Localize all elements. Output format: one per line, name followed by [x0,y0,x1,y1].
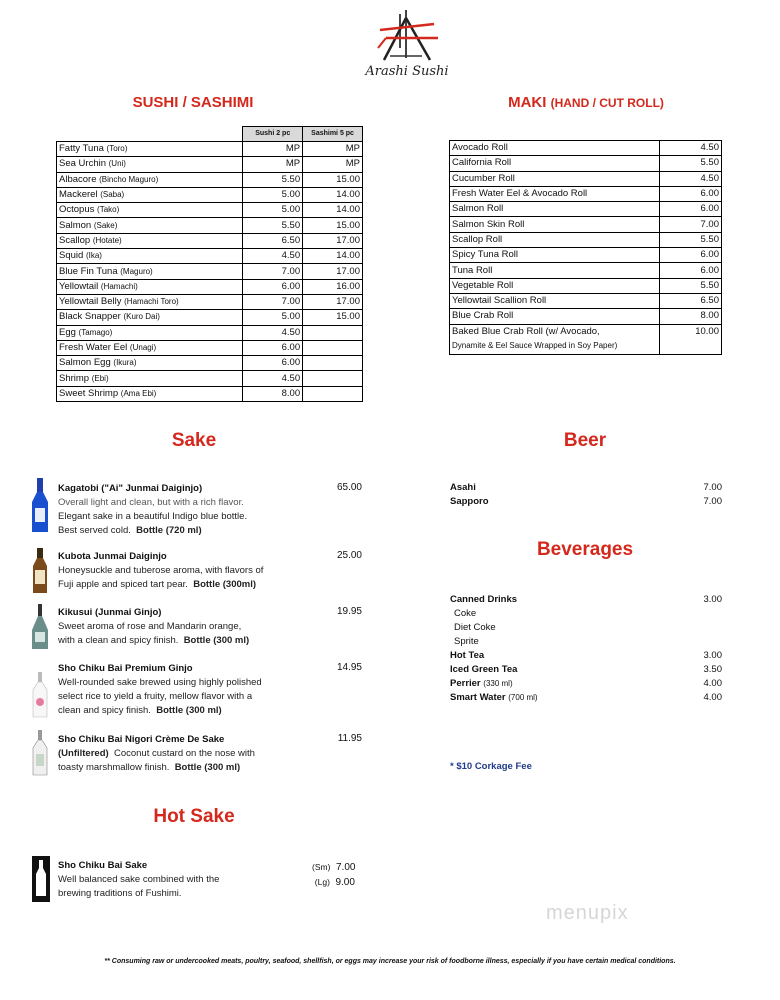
beverage-price: 4.00 [703,692,722,703]
hot-sake-price-lg: 9.00 [335,877,355,888]
beverage-name: Smart Water [450,692,506,703]
sushi-row [57,203,363,218]
sushi-item-name [57,386,243,401]
beverage-name: Canned Drinks [450,594,518,605]
hot-sake-size-lg: (Lg) [314,877,330,887]
sake-desc: Honeysuckle and tuberose aroma, with flavors of [58,565,264,576]
sushi-price: 6.00 [243,356,303,371]
sashimi-price: 16.00 [303,279,363,294]
sake-desc: Sweet aroma of rose and Mandarin orange, [58,621,242,632]
sushi-price: 6.00 [243,340,303,355]
sashimi-price: MP [303,142,363,157]
sushi-price: 4.50 [243,371,303,386]
maki-price: 4.50 [660,171,722,186]
sushi-table [56,126,363,402]
item-name: Octopus [59,204,95,216]
sushi-price: MP [243,142,303,157]
maki-row [450,202,722,217]
sushi-row [57,325,363,340]
brand-name: Arashi Sushi [365,64,449,79]
sake-item [58,606,368,648]
corkage-fee-note: * $10 Corkage Fee [450,761,532,772]
maki-item-name: Salmon Skin Roll [450,217,660,232]
sashimi-price: 17.00 [303,264,363,279]
item-name: Squid [59,250,84,262]
item-japanese-name: (Hamachi Toro) [124,297,179,307]
item-japanese-name: (Sake) [93,220,118,230]
sushi-row [57,172,363,187]
sashimi-price: 17.00 [303,233,363,248]
food-safety-disclaimer: ** Consuming raw or undercooked meats, poultry, seafood, shellfish, or eggs may increase your risk of foodborne illness, especially if you have certain medical conditions. [104,958,676,965]
sashimi-price [303,386,363,401]
watermark: menupix [546,902,629,924]
maki-price: 5.50 [660,278,722,293]
maki-price: 7.00 [660,217,722,232]
sake-desc: Best served cold. [58,525,131,536]
beverage-name: Hot Tea [450,650,485,661]
item-name: Salmon [59,219,92,231]
sushi-item-name [57,172,243,187]
sushi-row [57,187,363,202]
sushi-col-header: Sushi 2 pc [243,127,303,142]
beverage-note: (700 ml) [508,693,538,702]
sake-item [58,733,368,775]
item-japanese-name: (Hotate) [92,235,122,245]
sake-desc: select rice to yield a fruity, mellow flavor with a [58,691,253,702]
item-japanese-name: (Unagi) [129,343,157,352]
sake-name: Kagatobi ("Ai" Junmai Daiginjo) [58,483,203,494]
sushi-item-name [57,233,243,248]
sushi-item-name [57,203,243,218]
maki-item-name: Cucumber Roll [450,171,660,186]
sushi-row [57,218,363,233]
maki-price: 10.00 [660,324,722,354]
sake-bottle-size: Bottle (300 ml) [174,762,241,773]
beverage-subitem [450,621,722,635]
maki-item-name: California Roll [450,156,660,171]
sake-name: Sho Chiku Bai Premium Ginjo [58,663,193,674]
maki-row [450,293,722,308]
maki-subtitle: (HAND / CUT ROLL) [550,96,664,110]
maki-row [450,217,722,232]
item-japanese-name: (Ikura) [113,358,137,368]
maki-item-name: Scallop Roll [450,232,660,247]
item-name: Scallop [59,234,91,246]
beer-item [450,481,722,495]
sushi-price: 5.00 [243,187,303,202]
item-japanese-name: (Maguro) [120,266,153,276]
maki-row [450,278,722,293]
sushi-price: 4.50 [243,325,303,340]
sushi-price: 7.00 [243,264,303,279]
hot-sake-prices [312,860,355,890]
beverage-item [450,663,722,677]
sushi-row [57,157,363,172]
item-japanese-name: (Bincho Maguro) [99,174,159,184]
sushi-row [57,264,363,279]
sushi-item-name [57,371,243,386]
beverage-item [450,677,722,691]
sushi-item-name [57,356,243,371]
maki-item-name-line1: Baked Blue Crab Roll (w/ Avocado, [452,325,600,337]
sushi-item-name [57,249,243,264]
sake-price: 65.00 [336,482,362,493]
sushi-price: 5.00 [243,310,303,325]
item-name: Salmon Egg [59,357,111,369]
sushi-price: 4.50 [243,249,303,264]
beverage-subitem-name: Coke [454,608,477,619]
beverage-note: (330 ml) [483,679,513,688]
hot-sake-section-title: Hot Sake [153,806,235,827]
maki-price: 8.00 [660,309,722,324]
sushi-row [57,340,363,355]
beer-section-title: Beer [563,430,607,451]
maki-row [450,171,722,186]
sushi-row [57,386,363,401]
sushi-item-name [57,142,243,157]
sake-bottle-pink-icon [30,672,50,718]
item-japanese-name: (Ebi) [91,373,109,383]
maki-price: 6.00 [660,263,722,278]
sushi-item-name [57,187,243,202]
sake-name: Kikusui (Junmai Ginjo) [58,607,162,618]
maki-item-name: Blue Crab Roll [450,309,660,324]
item-japanese-name: (Saba) [100,190,125,200]
sushi-section-title: SUSHI / SASHIMI [132,94,254,111]
sashimi-price: 14.00 [303,203,363,218]
sake-bottle-blue-icon [30,478,50,534]
sake-price: 14.95 [336,662,362,673]
beverage-name: Iced Green Tea [450,664,518,675]
sushi-item-name [57,340,243,355]
maki-row [450,263,722,278]
sake-bottle-size: Bottle (300 ml) [183,635,250,646]
sake-desc: Fuji apple and spiced tart pear. [58,579,188,590]
sake-bottle-green-icon [30,604,50,650]
beverage-subitem [450,607,722,621]
sushi-row [57,142,363,157]
sushi-item-name [57,325,243,340]
item-name: Mackerel [59,189,98,201]
maki-row [450,141,722,156]
sushi-price: MP [243,157,303,172]
sake-name: Sho Chiku Bai Nigori Crème De Sake [58,734,225,745]
sashimi-price: 17.00 [303,294,363,309]
sake-section-title: Sake [171,430,217,451]
sushi-row [57,294,363,309]
sushi-row [57,310,363,325]
item-japanese-name: (Tamago) [78,327,113,337]
item-name: Fresh Water Eel [59,342,128,353]
item-name: Fatty Tuna [59,143,104,155]
item-name: Yellowtail Belly [59,296,122,308]
sushi-price: 8.00 [243,386,303,401]
maki-row [450,232,722,247]
sushi-item-name [57,264,243,279]
maki-price: 6.00 [660,202,722,217]
sake-name: Kubota Junmai Daiginjo [58,551,167,562]
sake-desc: with a clean and spicy finish. [58,635,179,646]
sushi-row [57,233,363,248]
beer-price: 7.00 [703,482,722,493]
item-japanese-name: (Tako) [97,205,120,215]
sake-item [58,662,368,718]
sake-item [58,482,368,538]
item-japanese-name: (Toro) [106,144,128,154]
maki-item-name [450,324,660,354]
hot-sake-desc: Well balanced sake combined with the [58,874,220,885]
sashimi-price: 15.00 [303,172,363,187]
maki-item-name: Yellowtail Scallion Roll [450,293,660,308]
maki-title: MAKI [508,94,547,111]
sashimi-price [303,325,363,340]
item-name: Egg [59,326,76,338]
maki-table [449,140,722,355]
maki-price: 6.00 [660,186,722,201]
sashimi-price: MP [303,157,363,172]
sushi-row [57,356,363,371]
sashimi-price: 15.00 [303,218,363,233]
sake-desc: Elegant sake in a beautiful Indigo blue bottle. [58,511,248,522]
maki-price: 6.50 [660,293,722,308]
hot-sake-size-sm: (Sm) [312,862,331,872]
item-japanese-name: (Hamachi) [100,281,138,291]
sashimi-col-header: Sashimi 5 pc [303,127,363,142]
maki-item-name: Salmon Roll [450,202,660,217]
sake-item [58,550,368,592]
item-name: Yellowtail [59,280,99,292]
sushi-price: 5.50 [243,218,303,233]
sashimi-price: 15.00 [303,310,363,325]
sake-bottle-white-icon [30,730,50,776]
sushi-price: 5.50 [243,172,303,187]
hot-sake-carafe-icon [32,856,50,902]
beer-name: Sapporo [450,496,489,507]
beverage-subitem-name: Sprite [454,636,479,647]
hot-sake-price-sm: 7.00 [335,862,356,873]
maki-section-title [450,94,722,111]
sake-price: 11.95 [337,733,362,744]
sake-desc: Coconut custard on the nose with [113,748,255,759]
sushi-item-name [57,218,243,233]
item-name: Shrimp [59,372,90,384]
maki-row [450,156,722,171]
maki-item-name: Spicy Tuna Roll [450,248,660,263]
beverage-item [450,691,722,705]
sake-desc: Well-rounded sake brewed using highly polished [58,677,262,688]
maki-price: 4.50 [660,141,722,156]
item-name: Sweet Shrimp [59,387,119,399]
sake-bottle-brown-icon [30,548,50,594]
maki-price: 5.50 [660,156,722,171]
item-name: Blue Fin Tuna [59,265,118,277]
maki-item-name: Avocado Roll [450,141,660,156]
maki-price: 6.00 [660,248,722,263]
beverage-price: 3.50 [703,664,722,675]
beverage-price: 4.00 [703,678,722,689]
item-name: Sea Urchin [59,158,106,170]
beer-price: 7.00 [703,496,722,507]
maki-item-name: Vegetable Roll [450,278,660,293]
beer-name: Asahi [450,482,476,493]
sake-desc: clean and spicy finish. [58,705,151,716]
beer-item [450,495,722,509]
sushi-price: 6.00 [243,279,303,294]
sashimi-price [303,340,363,355]
sashimi-price: 14.00 [303,249,363,264]
beverage-price: 3.00 [703,594,722,605]
sashimi-price: 14.00 [303,187,363,202]
item-japanese-name: (Ika) [85,251,102,261]
sushi-item-name [57,157,243,172]
sashimi-price [303,371,363,386]
sushi-row [57,371,363,386]
maki-item-name: Fresh Water Eel & Avocado Roll [450,186,660,201]
maki-item-name: Tuna Roll [450,263,660,278]
maki-row [450,248,722,263]
hot-sake-name: Sho Chiku Bai Sake [58,860,148,871]
beverage-subitem [450,635,722,649]
beverage-subitem-name: Diet Coke [454,622,496,633]
maki-price: 5.50 [660,232,722,247]
sake-desc: toasty marshmallow finish. [58,762,170,773]
maki-row [450,324,722,354]
sushi-item-name [57,310,243,325]
sake-bottle-size: Bottle (720 ml) [136,525,202,536]
item-japanese-name: (Uni) [108,159,126,169]
sushi-item-name [57,294,243,309]
item-japanese-name: (Kuro Dai) [123,312,160,322]
maki-item-name-line2: Dynamite & Eel Sauce Wrapped in Soy Paper) [452,340,618,350]
maki-row [450,309,722,324]
beverage-item [450,649,722,663]
sake-desc: Overall light and clean, but with a rich flavor. [58,497,244,508]
sake-bottle-size: Bottle (300ml) [193,579,257,590]
sake-name-note: (Unfiltered) [58,748,109,759]
sushi-price: 6.50 [243,233,303,248]
sushi-price: 7.00 [243,294,303,309]
maki-row [450,186,722,201]
sake-bottle-size: Bottle (300 ml) [156,705,222,716]
hot-sake-desc: brewing traditions of Fushimi. [58,888,182,899]
item-name: Albacore [59,173,97,185]
sushi-row [57,279,363,294]
item-japanese-name: (Ama Ebi) [120,388,157,398]
item-name: Black Snapper [59,311,121,323]
sake-price: 25.00 [336,550,362,561]
sushi-price: 5.00 [243,203,303,218]
beverage-name: Perrier [450,678,481,689]
beverage-item [450,593,722,607]
beverages-section-title: Beverages [536,539,634,560]
sushi-item-name [57,279,243,294]
sake-price: 19.95 [336,606,362,617]
sashimi-price [303,356,363,371]
sushi-row [57,249,363,264]
beverage-price: 3.00 [703,650,722,661]
